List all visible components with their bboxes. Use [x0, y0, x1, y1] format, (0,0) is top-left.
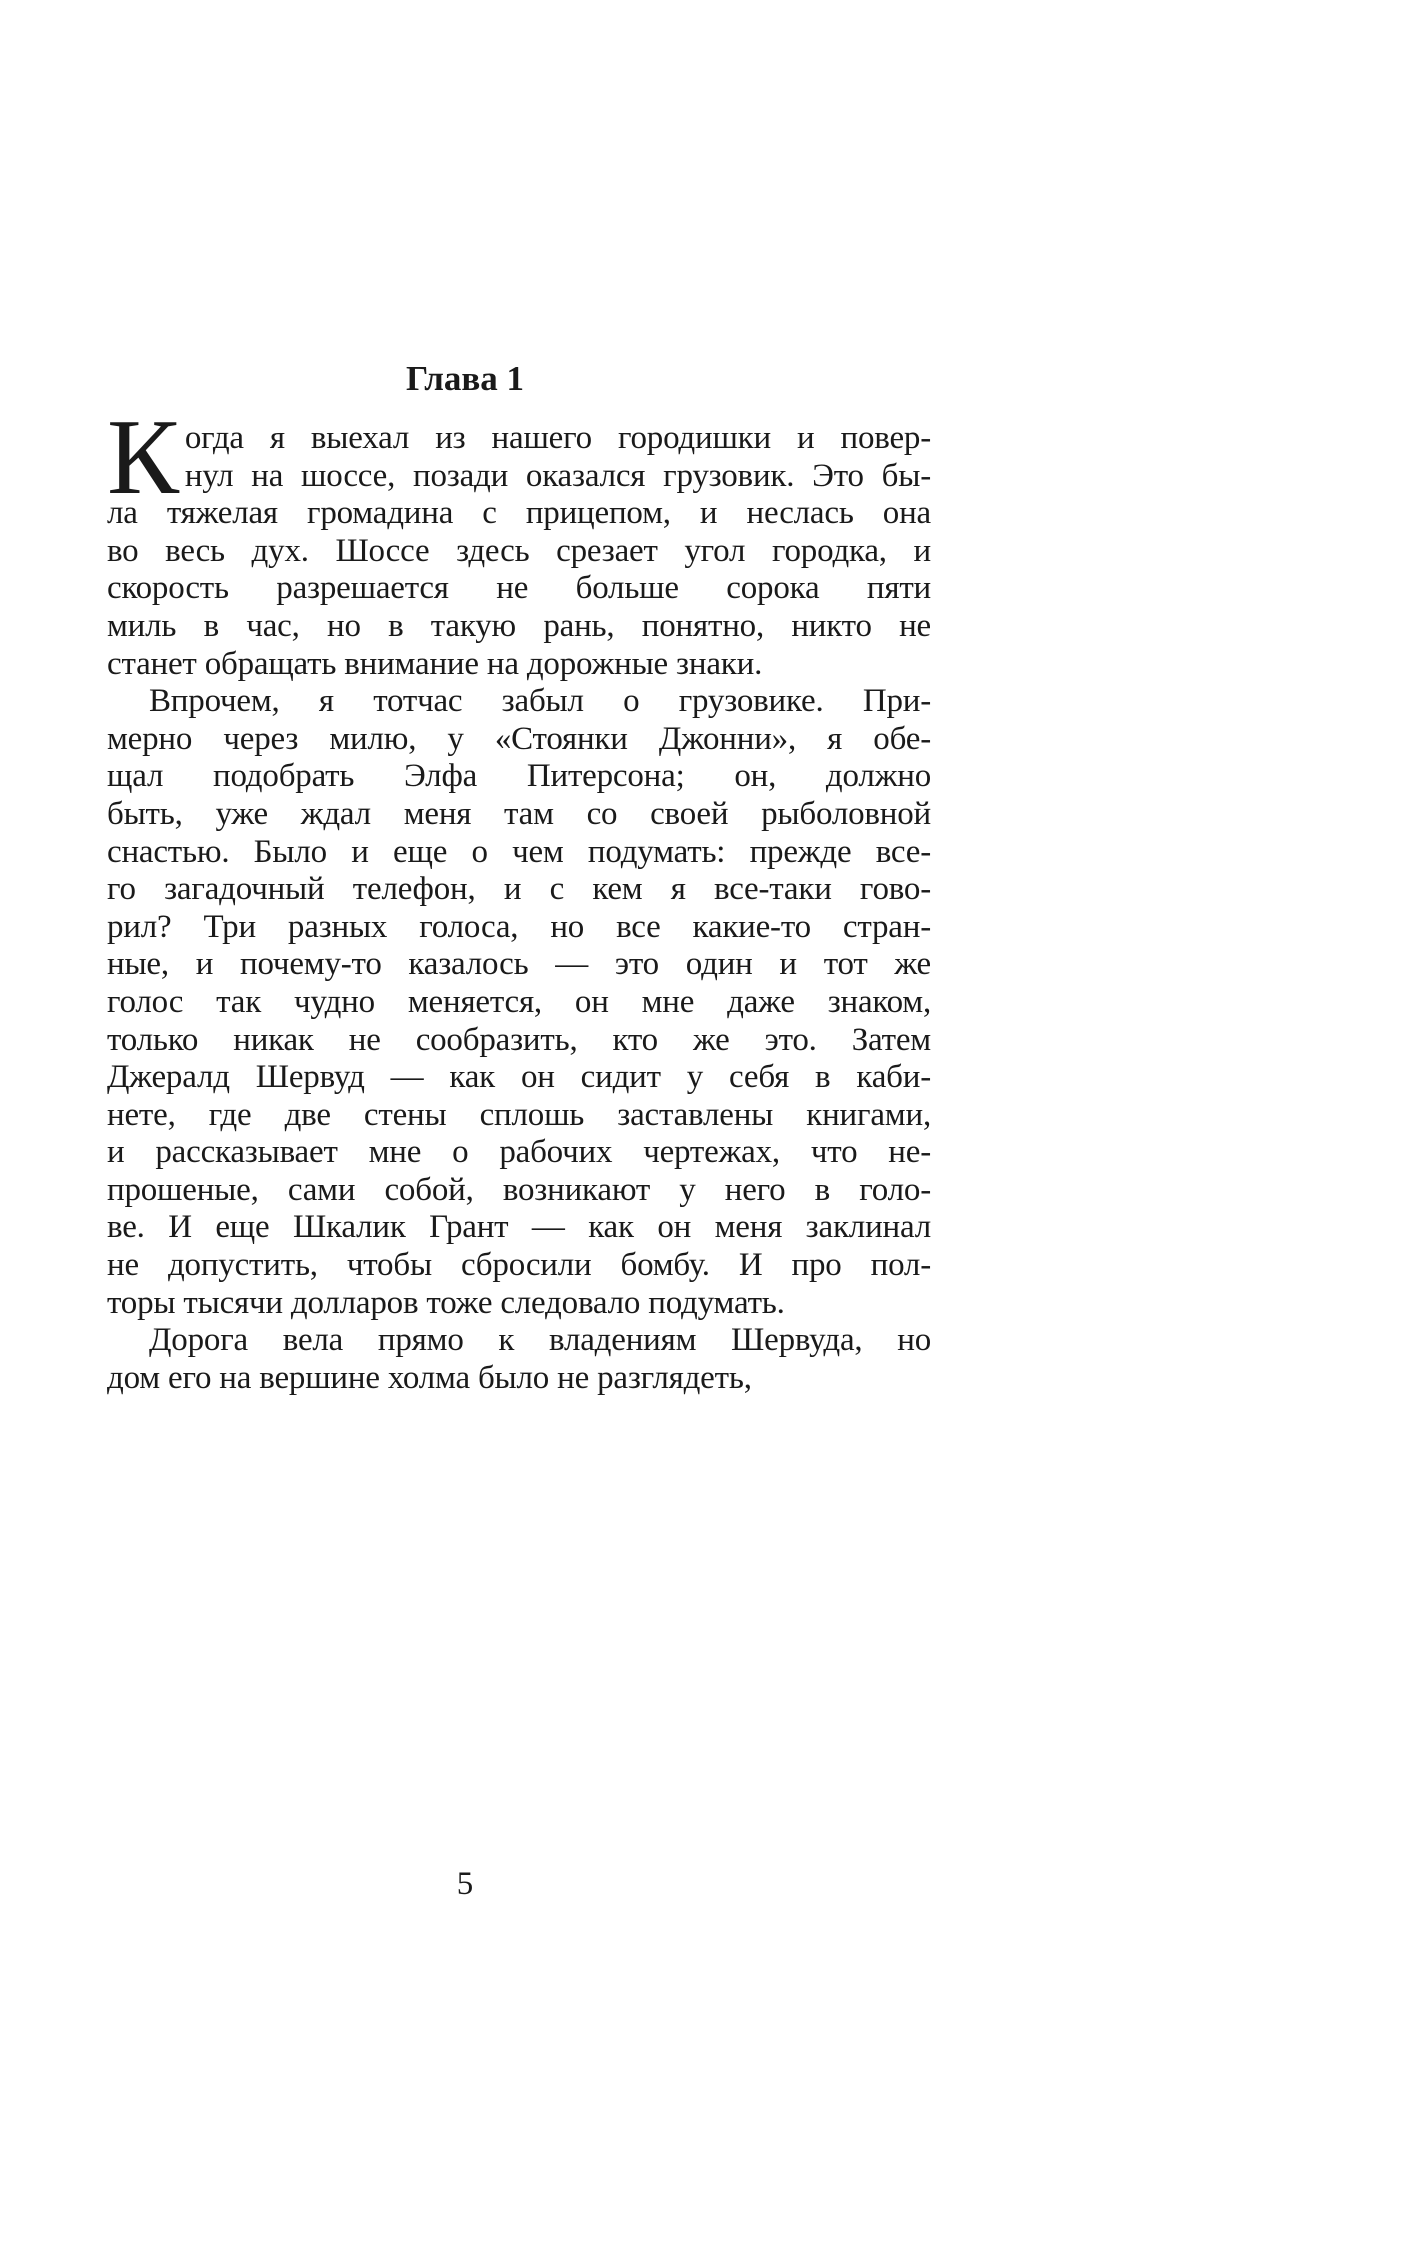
drop-cap: К [107, 398, 179, 517]
chapter-heading: Глава 1 [405, 359, 525, 398]
text-line: ве. И еще Шкалик Грант — как он меня заклинал [107, 1209, 931, 1246]
text-line: го загадочный телефон, и с кем я все-таки гово- [107, 871, 931, 908]
text-line: ла тяжелая громадина с прицепом, и неслась она [107, 495, 931, 532]
text-line: мерно через милю, у «Стоянки Джонни», я обе- [107, 720, 931, 757]
page-number: 5 [456, 1866, 474, 1902]
text-line: миль в час, но в такую рань, понятно, никто не [107, 607, 931, 644]
text-line: Впрочем, я тотчас забыл о грузовике. При- [149, 683, 931, 720]
paragraph [107, 683, 931, 1322]
text-line: станет обращать внимание на дорожные знаки. [107, 645, 763, 682]
text-line: торы тысячи долларов тоже следовало подумать. [107, 1284, 785, 1321]
text-line: дом его на вершине холма было не разглядеть, [107, 1359, 752, 1396]
text-block [107, 0, 931, 2244]
paragraph [107, 1322, 931, 1397]
text-line: не допустить, чтобы сбросили бомбу. И про пол- [107, 1247, 931, 1284]
text-line: снастью. Было и еще о чем подумать: прежде все- [107, 833, 931, 870]
text-line: огда я выехал из нашего городишки и повер- [184, 420, 931, 456]
text-line: скорость разрешается не больше сорока пяти [107, 570, 931, 607]
text-line: во весь дух. Шоссе здесь срезает угол городка, и [107, 532, 931, 569]
text-line: голос так чудно меняется, он мне даже знаком, [107, 983, 931, 1020]
paragraph [107, 398, 931, 683]
body-text [107, 398, 931, 1397]
text-line: рил? Три разных голоса, но все какие-то стран- [107, 908, 931, 945]
text-line: Джералд Шервуд — как он сидит у себя в каби- [107, 1059, 931, 1096]
text-line: ные, и почему-то казалось — это один и тот же [107, 946, 931, 983]
text-line: прошеные, сами собой, возникают у него в голо- [107, 1171, 931, 1208]
text-line: только никак не сообразить, кто же это. Затем [107, 1021, 931, 1058]
text-line: Дорога вела прямо к владениям Шервуда, но [149, 1322, 931, 1359]
text-line: нул на шоссе, позади оказался грузовик. Это бы- [184, 457, 931, 494]
text-line: и рассказывает мне о рабочих чертежах, что не- [107, 1134, 931, 1171]
text-line: быть, уже ждал меня там со своей рыболовной [107, 795, 931, 832]
text-line: нете, где две стены сплошь заставлены книгами, [107, 1096, 931, 1133]
text-line: щал подобрать Элфа Питерсона; он, должно [107, 758, 931, 795]
